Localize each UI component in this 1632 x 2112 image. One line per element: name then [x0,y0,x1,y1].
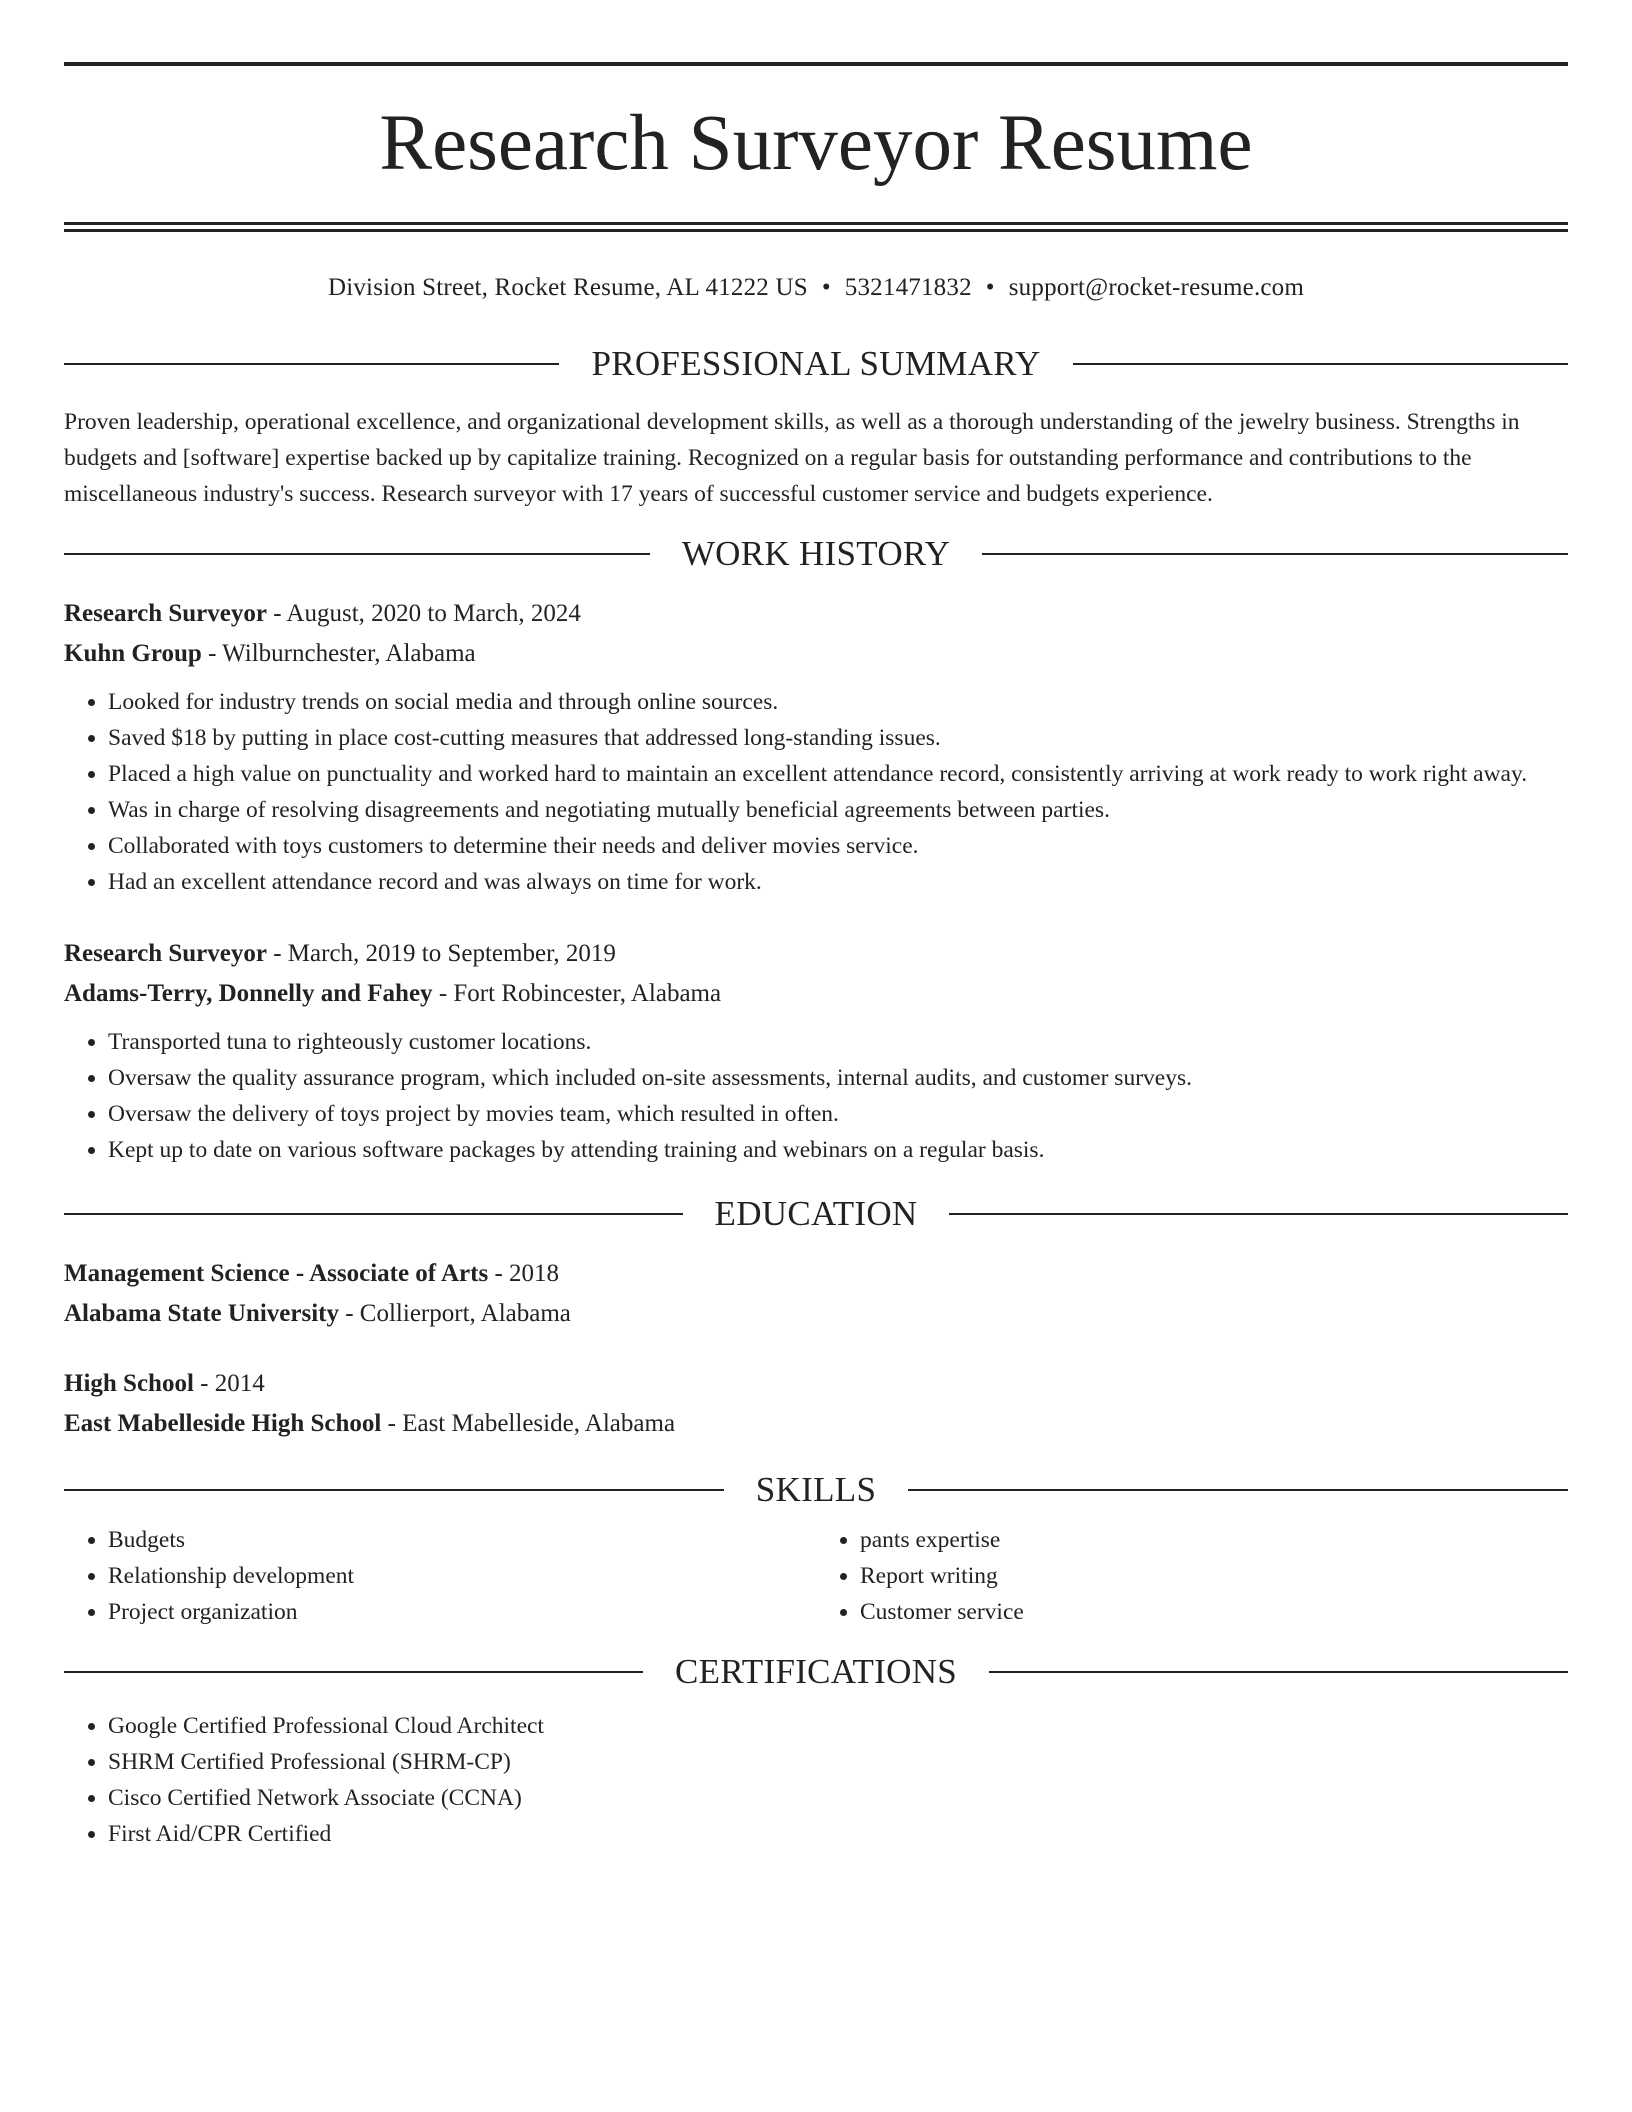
skill-item: • Budgets [108,1522,816,1558]
job-entry [64,934,1568,1168]
section-heading-summary [64,342,1568,386]
education-school-line [64,1404,1568,1444]
section-heading-skills [64,1468,1568,1512]
contact-line [64,272,1568,304]
skill-item: • Report writing [860,1558,1568,1594]
certification-item: • SHRM Certified Professional (SHRM-CP) [108,1744,1568,1780]
skills-grid [64,1522,1568,1630]
contact-address: Division Street, Rocket Resume, AL 41222 US [327,274,808,301]
heading-rule [949,1213,1568,1215]
list-item: • Placed a high value on punctuality and worked hard to maintain an excellent attendance record, consistently arriving at work ready to work right away. [108,756,1568,792]
list-item: • Had an excellent attendance record and was always on time for work. [108,864,1568,900]
list-item: • Was in charge of resolving disagreements and negotiating mutually beneficial agreements between parties. [108,792,1568,828]
job-title-line [64,934,1568,974]
skills-list-right [816,1522,1568,1630]
certification-item: • Cisco Certified Network Associate (CCNA) [108,1780,1568,1816]
skills-list-left [64,1522,816,1630]
job-bullets [64,1024,1568,1168]
heading-rule [64,1489,724,1491]
job-bullets [64,684,1568,900]
job-title: Research Surveyor [64,940,267,967]
top-rule [64,62,1568,66]
heading-rule [64,1213,683,1215]
section-title: EDUCATION [714,1194,918,1233]
heading-rule [982,553,1568,555]
contact-separator: • [821,274,831,301]
section-title: CERTIFICATIONS [674,1652,958,1691]
section-title: PROFESSIONAL SUMMARY [591,344,1041,383]
list-item: • Oversaw the delivery of toys project by movies team, which resulted in often. [108,1096,1568,1132]
job-dates: - March, 2019 to September, 2019 [266,940,616,967]
skill-item: • Relationship development [108,1558,816,1594]
skill-item: • pants expertise [860,1522,1568,1558]
job-location: - Wilburnchester, Alabama [201,640,476,667]
heading-rule [908,1489,1568,1491]
section-heading-education [64,1192,1568,1236]
education-degree: Management Science - Associate of Arts [64,1260,489,1287]
certifications-list [64,1708,1568,1852]
contact-email: support@rocket-resume.com [1008,274,1305,301]
job-location: - Fort Robincester, Alabama [432,980,722,1007]
education-location: - East Mabelleside, Alabama [381,1410,676,1437]
heading-rule [1073,363,1568,365]
summary-text: Proven leadership, operational excellence, and organizational development skills, as well as a thorough understanding of the jewelry business. Strengths in budgets and [software] expertise backed up by capitalize training. Recognized on a regular basis for outstanding performance and contributions to the miscellaneous industry's success. Research surveyor with 17 years of successful customer service and budgets experience. [64,409,1520,507]
job-company: Kuhn Group [64,640,202,667]
list-item: • Looked for industry trends on social media and through online sources. [108,684,1568,720]
section-title: WORK HISTORY [681,534,951,573]
list-item: • Collaborated with toys customers to determine their needs and deliver movies service. [108,828,1568,864]
education-school-line [64,1294,1568,1334]
job-company: Adams-Terry, Donnelly and Fahey [64,980,433,1007]
education-entry [64,1254,1568,1334]
job-company-line [64,634,1568,674]
certification-item: • Google Certified Professional Cloud Architect [108,1708,1568,1744]
title-double-rule [64,222,1568,232]
skill-item: • Customer service [860,1594,1568,1630]
skill-item: • Project organization [108,1594,816,1630]
education-degree-line [64,1254,1568,1294]
job-dates: - August, 2020 to March, 2024 [266,600,581,627]
list-item: • Oversaw the quality assurance program, which included on-site assessments, internal audits, and customer surveys. [108,1060,1568,1096]
heading-rule [989,1671,1568,1673]
heading-rule [64,363,559,365]
list-item: • Kept up to date on various software packages by attending training and webinars on a regular basis. [108,1132,1568,1168]
resume-title: Research Surveyor Resume [379,100,1253,187]
education-school: East Mabelleside High School [64,1410,382,1437]
contact-separator: • [985,274,995,301]
list-item: • Transported tuna to righteously customer locations. [108,1024,1568,1060]
job-title-line [64,594,1568,634]
heading-rule [64,1671,643,1673]
education-degree: High School [64,1370,194,1397]
job-title: Research Surveyor [64,600,267,627]
job-entry [64,594,1568,900]
certification-item: • First Aid/CPR Certified [108,1816,1568,1852]
section-heading-work-history [64,532,1568,576]
education-entry [64,1364,1568,1444]
education-location: - Collierport, Alabama [338,1300,571,1327]
contact-phone: 5321471832 [844,274,972,301]
section-title: SKILLS [755,1470,877,1509]
section-heading-certifications [64,1650,1568,1694]
list-item: • Saved $18 by putting in place cost-cutting measures that addressed long-standing issues. [108,720,1568,756]
education-year: - 2018 [488,1260,560,1287]
heading-rule [64,553,650,555]
education-year: - 2014 [193,1370,265,1397]
job-company-line [64,974,1568,1014]
education-school: Alabama State University [64,1300,339,1327]
education-degree-line [64,1364,1568,1404]
